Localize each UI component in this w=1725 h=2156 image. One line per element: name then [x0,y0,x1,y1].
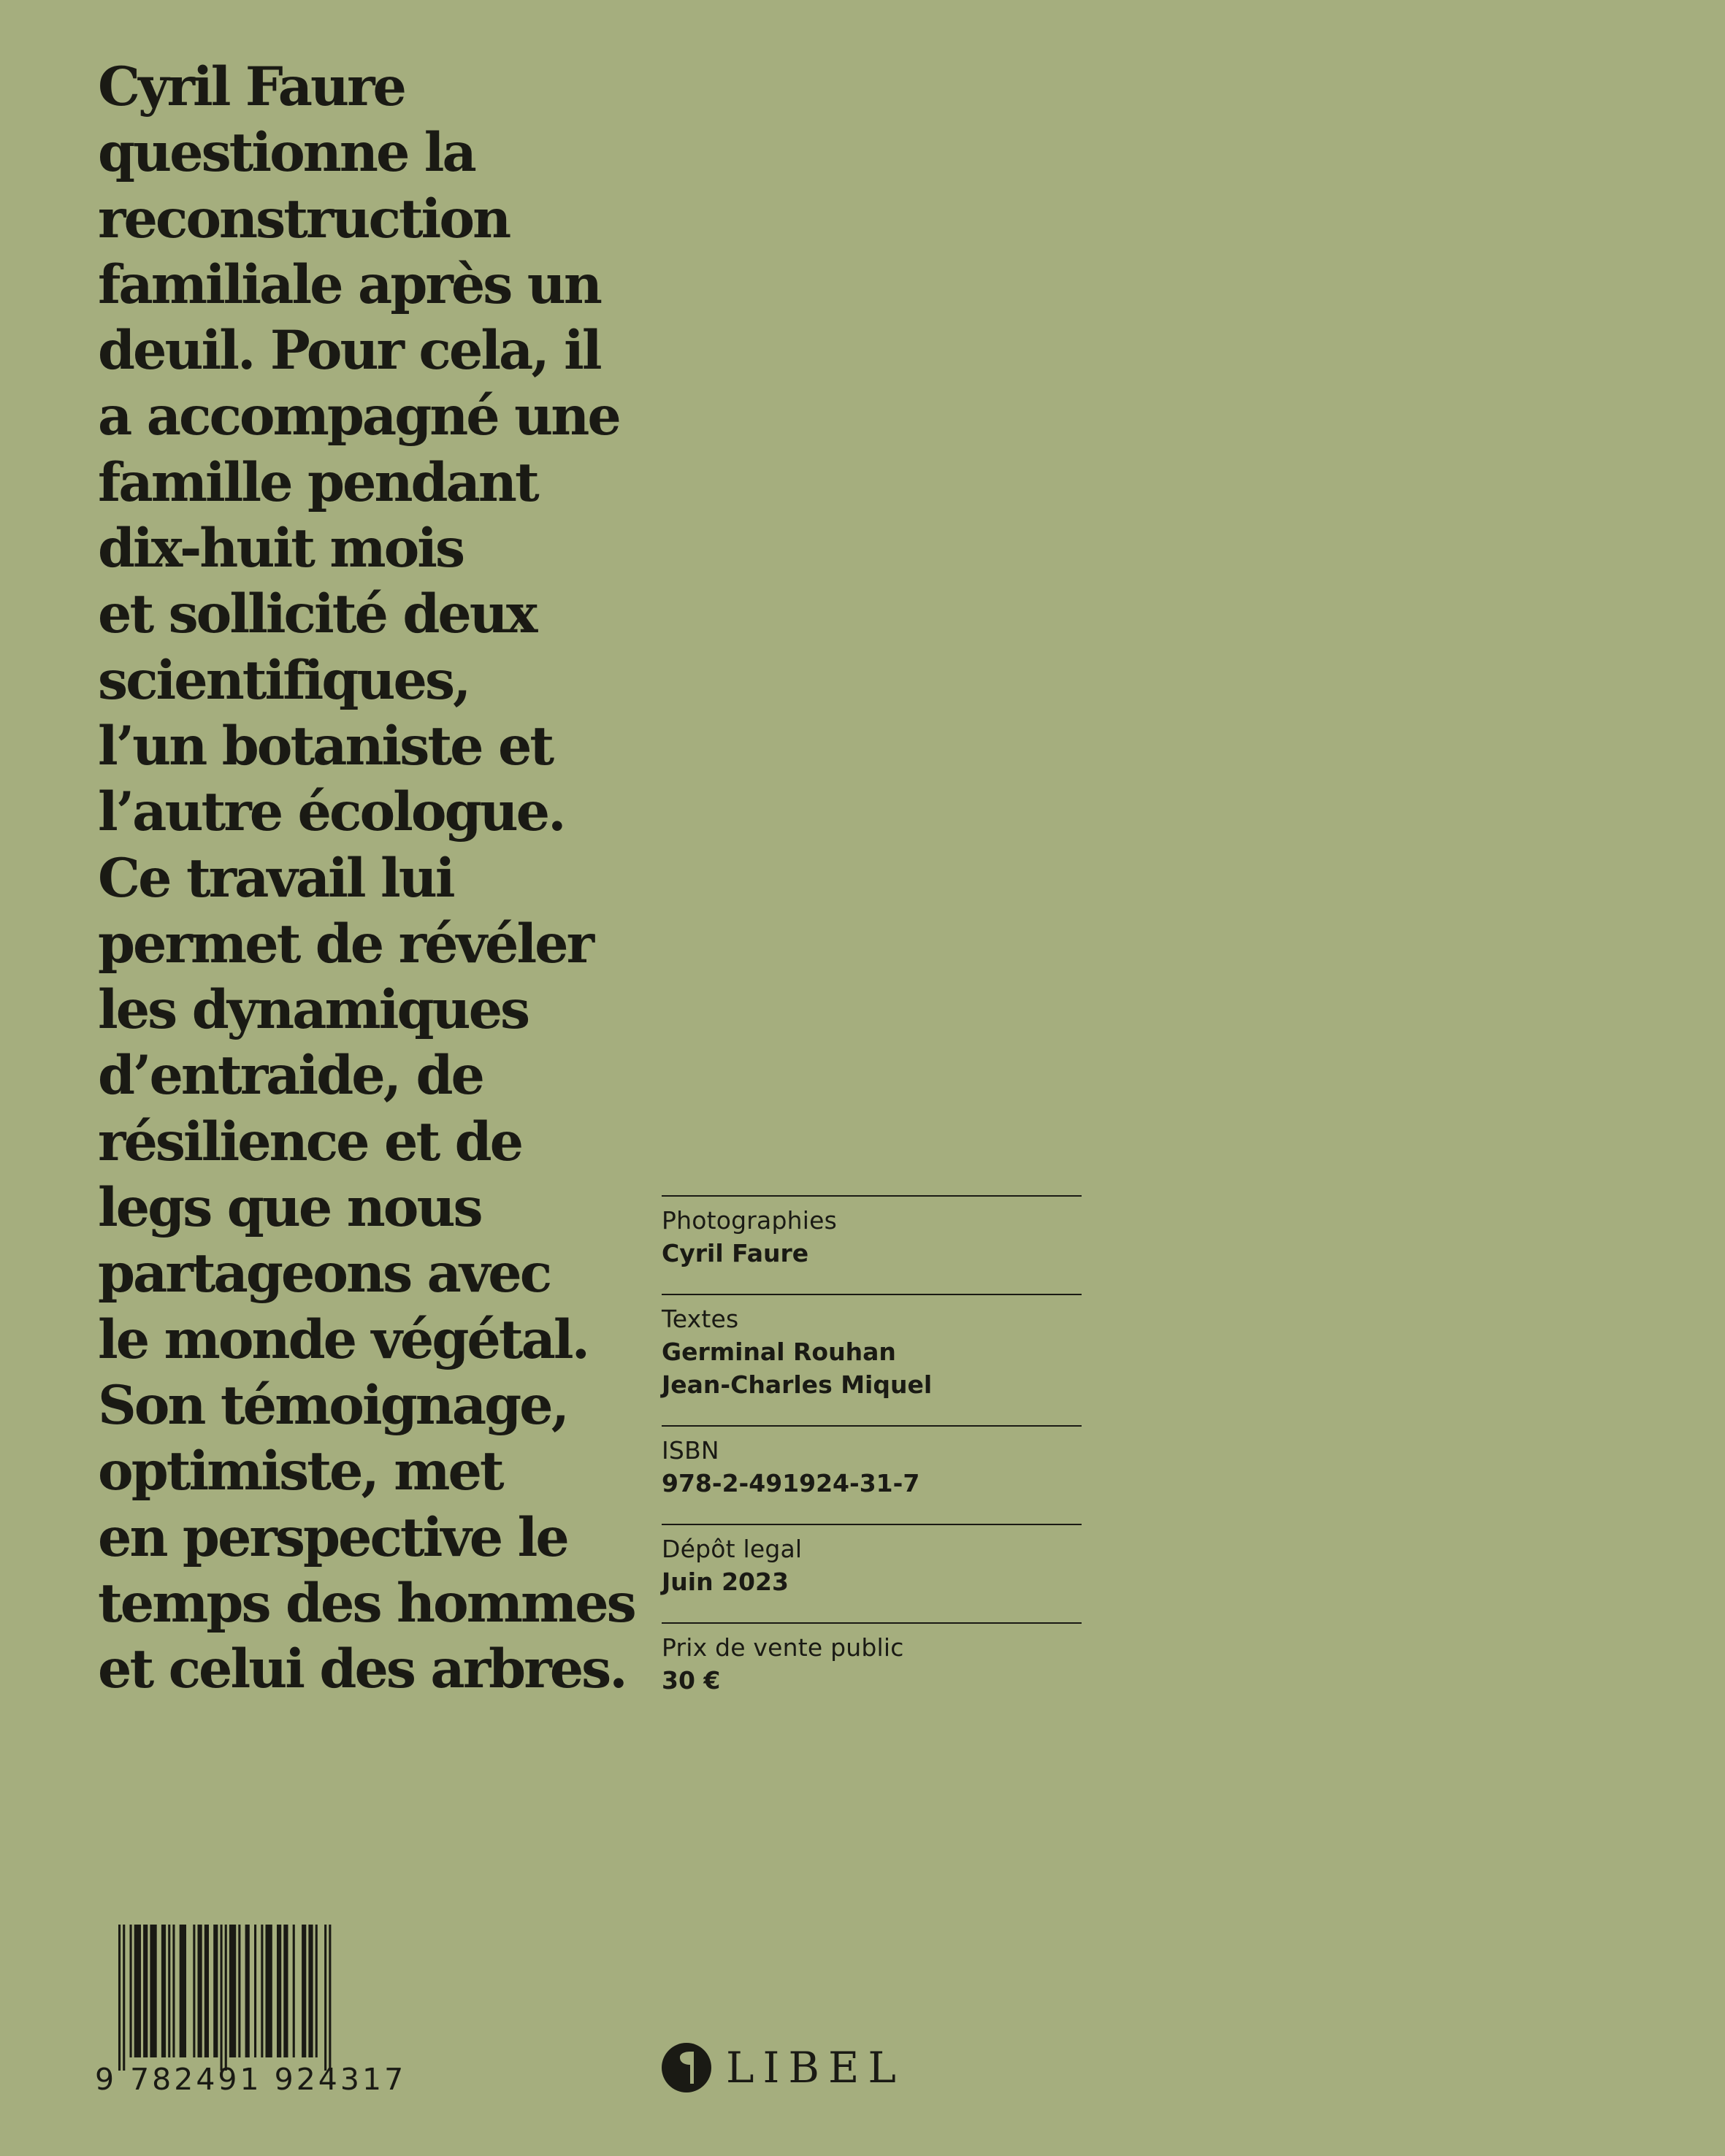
barcode-bar [193,1925,195,2057]
barcode-bar [172,1925,175,2057]
blurb-line: en perspective le [98,1505,567,1569]
barcode-bar [261,1925,263,2057]
barcode-bar [324,1925,326,2071]
barcode-bar [150,1925,156,2057]
barcode-bar [198,1925,202,2057]
barcode-number: 782491 924317 [130,2062,407,2097]
barcode-bar [161,1925,166,2057]
publisher-name: LIBEL [726,2043,905,2092]
barcode-bar [123,1925,125,2071]
credit-photographies [662,1195,1082,1294]
credit-value: 978-2-491924-31-7 [662,1469,920,1497]
credit-value: 30 € [662,1666,721,1695]
barcode-bar [238,1925,240,2057]
blurb-line: l’un botaniste et [98,714,553,778]
barcode-bar [221,1925,223,2071]
blurb-line: temps des hommes [98,1571,635,1635]
barcode-bar [302,1925,306,2057]
blurb-line: permet de révéler [98,912,593,975]
barcode-bar [204,1925,209,2057]
blurb-line: Son témoignage, [98,1373,568,1437]
blurb-line: dix-huit mois [98,517,464,580]
credit-value: Juin 2023 [662,1568,789,1596]
barcode-digits [95,2062,407,2097]
barcode-bar [134,1925,141,2057]
barcode-bar [266,1925,272,2057]
blurb-line: Cyril Faure [98,55,405,118]
blurb-line: partageons avec [98,1242,551,1305]
barcode-bar [283,1925,288,2057]
blurb-line: d’entraide, de [98,1044,483,1108]
blurb-line: famille pendant [98,450,538,514]
barcode-bar [229,1925,236,2057]
credit-textes [662,1294,1082,1425]
credit-prix [662,1622,1082,1721]
barcode-first-digit: 9 [95,2062,118,2097]
credit-value: Cyril Faure [662,1239,809,1267]
blurb-line: familiale après un [98,253,600,316]
credits-panel [662,1195,1082,1721]
blurb-line: legs que nous [98,1176,481,1240]
blurb-line: le monde végétal. [98,1308,589,1371]
credit-label: Photographies [662,1206,837,1235]
credit-label: Dépôt legal [662,1535,803,1563]
barcode-bar [245,1925,250,2057]
barcode-bar [118,1925,121,2071]
blurb-line: optimiste, met [98,1440,502,1503]
barcode-bar [254,1925,256,2057]
barcode-bar [143,1925,148,2057]
barcode-bar [293,1925,295,2057]
blurb-line: scientifiques, [98,648,470,712]
barcode-bar [315,1925,318,2057]
barcode-bar [180,1925,186,2057]
barcode-bar [225,1925,227,2071]
credit-isbn [662,1425,1082,1524]
blurb-line: l’autre écologue. [98,780,565,844]
blurb-line: les dynamiques [98,978,529,1042]
credit-label: ISBN [662,1436,719,1465]
isbn-barcode [95,1925,407,2097]
blurb-line: a accompagné une [98,385,619,448]
libel-logo-icon [662,2043,711,2092]
barcode-bar [130,1925,132,2057]
barcode-bar [213,1925,218,2057]
barcode-bar [277,1925,281,2057]
barcode-bar [308,1925,313,2057]
credit-value: Germinal Rouhan [662,1338,896,1366]
credit-label: Prix de vente public [662,1633,904,1662]
blurb-line: questionne la [98,121,475,185]
credit-label: Textes [662,1305,739,1333]
blurb-line: résilience et de [98,1110,522,1173]
blurb-line: et sollicité deux [98,583,536,646]
barcode-bar [168,1925,170,2057]
back-cover-blurb [98,54,653,1702]
blurb-line: deuil. Pour cela, il [98,319,600,383]
publisher-logo [662,2040,905,2095]
blurb-line: et celui des arbres. [98,1638,626,1701]
blurb-line: reconstruction [98,187,510,250]
credit-depot-legal [662,1524,1082,1622]
credit-value: Jean-Charles Miquel [662,1370,933,1399]
barcode-bar [329,1925,331,2071]
blurb-line: Ce travail lui [98,846,454,910]
